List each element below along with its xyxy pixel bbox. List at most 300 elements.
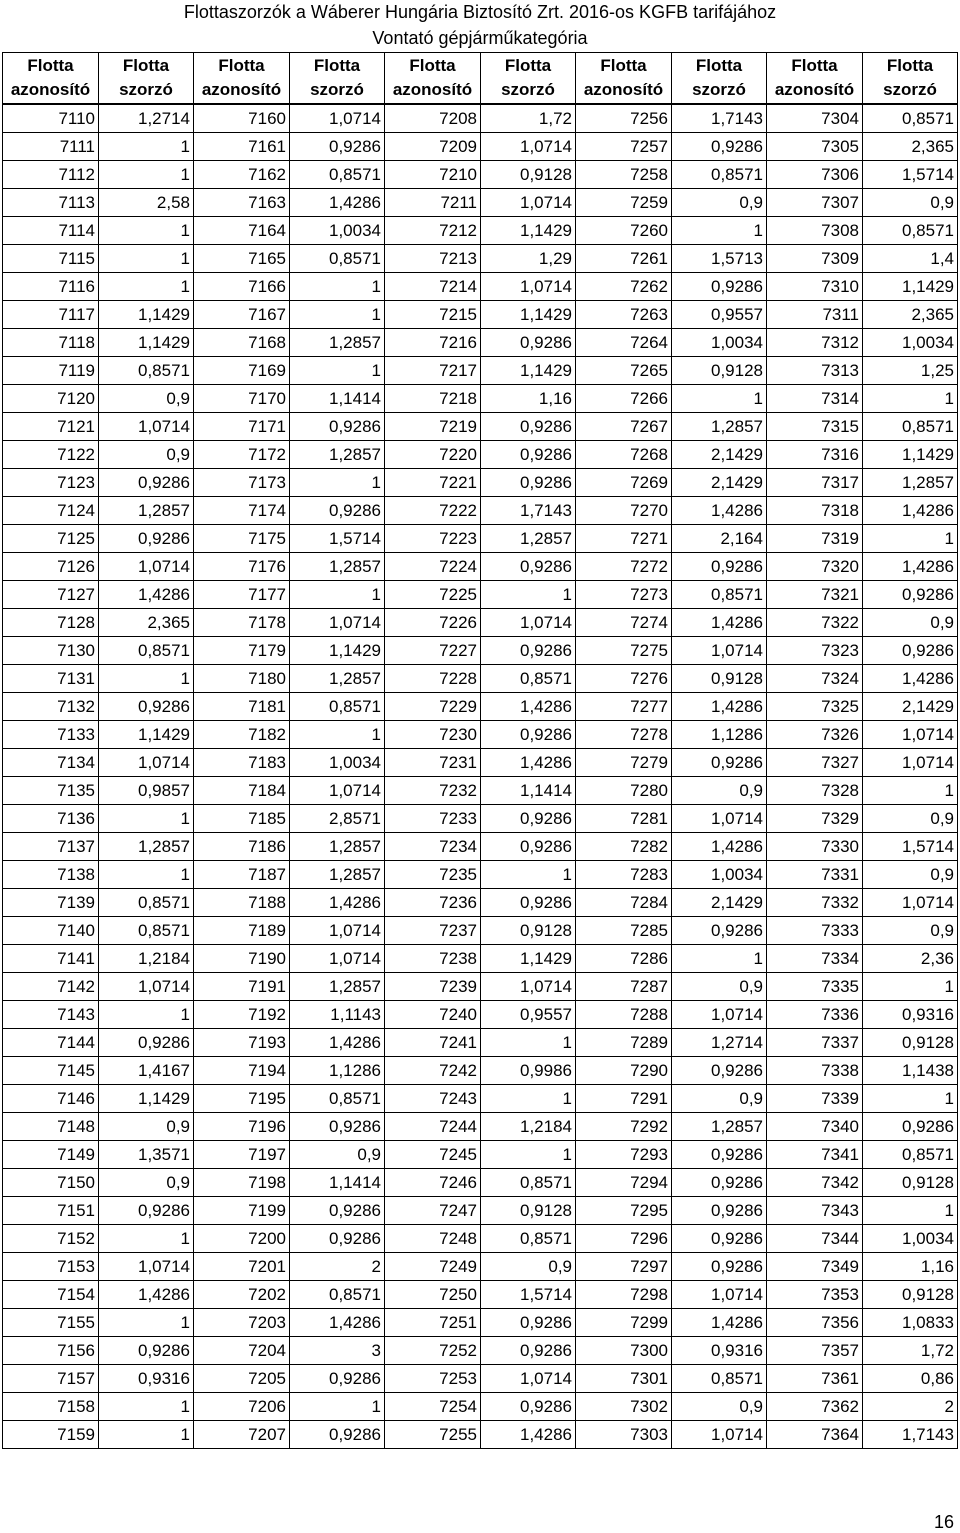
fleet-multiplier-cell: 0,9286 bbox=[672, 917, 767, 945]
fleet-id-cell: 7241 bbox=[385, 1029, 481, 1057]
fleet-id-cell: 7195 bbox=[194, 1085, 290, 1113]
fleet-multiplier-cell: 1,4286 bbox=[863, 553, 958, 581]
fleet-multiplier-cell: 0,9286 bbox=[863, 581, 958, 609]
table-row bbox=[3, 1197, 958, 1225]
fleet-id-cell: 7186 bbox=[194, 833, 290, 861]
fleet-multiplier-cell: 0,9 bbox=[481, 1253, 576, 1281]
fleet-multiplier-cell: 1,0714 bbox=[99, 553, 194, 581]
fleet-multiplier-cell: 1,1286 bbox=[290, 1057, 385, 1085]
table-row bbox=[3, 1421, 958, 1449]
fleet-id-cell: 7306 bbox=[767, 161, 863, 189]
table-row bbox=[3, 497, 958, 525]
fleet-multiplier-cell: 0,8571 bbox=[672, 1365, 767, 1393]
fleet-multiplier-cell: 1,4286 bbox=[672, 609, 767, 637]
fleet-id-cell: 7260 bbox=[576, 217, 672, 245]
fleet-multiplier-cell: 1,4286 bbox=[863, 665, 958, 693]
fleet-multiplier-cell: 1 bbox=[99, 805, 194, 833]
fleet-multiplier-cell: 0,9286 bbox=[672, 1169, 767, 1197]
fleet-multiplier-cell: 1,0714 bbox=[672, 1281, 767, 1309]
fleet-multiplier-cell: 1 bbox=[99, 273, 194, 301]
fleet-id-cell: 7219 bbox=[385, 413, 481, 441]
header-label-line1: Flotta bbox=[886, 56, 934, 75]
fleet-id-cell: 7193 bbox=[194, 1029, 290, 1057]
fleet-id-cell: 7289 bbox=[576, 1029, 672, 1057]
table-row bbox=[3, 609, 958, 637]
fleet-id-cell: 7168 bbox=[194, 329, 290, 357]
fleet-id-cell: 7298 bbox=[576, 1281, 672, 1309]
fleet-id-cell: 7142 bbox=[3, 973, 99, 1001]
fleet-id-cell: 7243 bbox=[385, 1085, 481, 1113]
fleet-id-cell: 7181 bbox=[194, 693, 290, 721]
fleet-id-cell: 7203 bbox=[194, 1309, 290, 1337]
fleet-id-cell: 7283 bbox=[576, 861, 672, 889]
fleet-id-cell: 7272 bbox=[576, 553, 672, 581]
table-row bbox=[3, 1029, 958, 1057]
table-row bbox=[3, 553, 958, 581]
fleet-multiplier-cell: 2,1429 bbox=[672, 469, 767, 497]
table-row bbox=[3, 1393, 958, 1421]
fleet-id-cell: 7271 bbox=[576, 525, 672, 553]
fleet-multiplier-cell: 0,8571 bbox=[99, 889, 194, 917]
fleet-multiplier-cell: 1,0714 bbox=[481, 609, 576, 637]
fleet-id-cell: 7325 bbox=[767, 693, 863, 721]
fleet-id-cell: 7149 bbox=[3, 1141, 99, 1169]
table-row bbox=[3, 749, 958, 777]
fleet-id-cell: 7281 bbox=[576, 805, 672, 833]
fleet-multiplier-cell: 0,9 bbox=[99, 385, 194, 413]
fleet-multiplier-cell: 0,8571 bbox=[672, 161, 767, 189]
fleet-id-cell: 7278 bbox=[576, 721, 672, 749]
fleet-id-cell: 7269 bbox=[576, 469, 672, 497]
fleet-id-cell: 7302 bbox=[576, 1393, 672, 1421]
table-row bbox=[3, 945, 958, 973]
fleet-id-cell: 7323 bbox=[767, 637, 863, 665]
fleet-id-cell: 7231 bbox=[385, 749, 481, 777]
table-row bbox=[3, 357, 958, 385]
fleet-multiplier-cell: 0,8571 bbox=[481, 665, 576, 693]
fleet-multiplier-cell: 1 bbox=[672, 217, 767, 245]
fleet-multiplier-header bbox=[672, 53, 767, 105]
fleet-multiplier-cell: 1,4286 bbox=[290, 1029, 385, 1057]
fleet-id-cell: 7185 bbox=[194, 805, 290, 833]
fleet-multiplier-cell: 1 bbox=[863, 973, 958, 1001]
fleet-id-cell: 7353 bbox=[767, 1281, 863, 1309]
fleet-multiplier-header bbox=[863, 53, 958, 105]
fleet-multiplier-cell: 1 bbox=[672, 385, 767, 413]
fleet-multiplier-cell: 1 bbox=[99, 1225, 194, 1253]
fleet-multiplier-cell: 2,365 bbox=[863, 301, 958, 329]
fleet-multiplier-cell: 1,4286 bbox=[481, 1421, 576, 1449]
fleet-multiplier-cell: 0,9128 bbox=[672, 357, 767, 385]
fleet-id-cell: 7313 bbox=[767, 357, 863, 385]
fleet-multiplier-cell: 1,2184 bbox=[481, 1113, 576, 1141]
fleet-id-cell: 7273 bbox=[576, 581, 672, 609]
fleet-id-cell: 7138 bbox=[3, 861, 99, 889]
fleet-id-cell: 7308 bbox=[767, 217, 863, 245]
fleet-id-cell: 7119 bbox=[3, 357, 99, 385]
fleet-id-cell: 7261 bbox=[576, 245, 672, 273]
fleet-id-cell: 7137 bbox=[3, 833, 99, 861]
fleet-multiplier-cell: 1,4286 bbox=[290, 189, 385, 217]
fleet-multiplier-cell: 1,0714 bbox=[99, 1253, 194, 1281]
table-row bbox=[3, 1253, 958, 1281]
fleet-id-cell: 7342 bbox=[767, 1169, 863, 1197]
fleet-multiplier-cell: 1,0714 bbox=[672, 637, 767, 665]
table-row bbox=[3, 777, 958, 805]
fleet-id-cell: 7207 bbox=[194, 1421, 290, 1449]
fleet-multiplier-cell: 0,9 bbox=[863, 609, 958, 637]
fleet-id-cell: 7259 bbox=[576, 189, 672, 217]
fleet-multiplier-cell: 0,8571 bbox=[863, 1141, 958, 1169]
fleet-id-cell: 7226 bbox=[385, 609, 481, 637]
table-row bbox=[3, 1057, 958, 1085]
fleet-id-cell: 7320 bbox=[767, 553, 863, 581]
fleet-multiplier-cell: 1,4167 bbox=[99, 1057, 194, 1085]
fleet-multiplier-cell: 1,1429 bbox=[481, 357, 576, 385]
fleet-multiplier-cell: 1,5714 bbox=[863, 833, 958, 861]
fleet-multiplier-cell: 1,2857 bbox=[863, 469, 958, 497]
fleet-id-cell: 7196 bbox=[194, 1113, 290, 1141]
fleet-multiplier-cell: 1,0034 bbox=[290, 217, 385, 245]
table-row bbox=[3, 413, 958, 441]
fleet-id-cell: 7209 bbox=[385, 133, 481, 161]
fleet-multiplier-cell: 0,9286 bbox=[481, 413, 576, 441]
fleet-multiplier-cell: 0,8571 bbox=[290, 161, 385, 189]
fleet-multiplier-cell: 1 bbox=[99, 161, 194, 189]
fleet-multiplier-cell: 0,9286 bbox=[672, 133, 767, 161]
fleet-multiplier-cell: 0,9286 bbox=[481, 329, 576, 357]
fleet-multiplier-cell: 0,9286 bbox=[290, 1225, 385, 1253]
fleet-multiplier-cell: 0,9286 bbox=[481, 553, 576, 581]
header-label-line2: szorzó bbox=[692, 80, 746, 99]
fleet-id-cell: 7131 bbox=[3, 665, 99, 693]
fleet-multiplier-cell: 1 bbox=[290, 1393, 385, 1421]
fleet-id-cell: 7315 bbox=[767, 413, 863, 441]
fleet-multiplier-cell: 1,5713 bbox=[672, 245, 767, 273]
fleet-id-cell: 7218 bbox=[385, 385, 481, 413]
fleet-multiplier-cell: 0,8571 bbox=[290, 245, 385, 273]
fleet-multiplier-cell: 0,9286 bbox=[672, 273, 767, 301]
header-label-line1: Flotta bbox=[791, 56, 838, 75]
fleet-multiplier-cell: 0,8571 bbox=[290, 1281, 385, 1309]
fleet-multiplier-cell: 1,0714 bbox=[290, 104, 385, 133]
fleet-multiplier-cell: 1,4286 bbox=[672, 833, 767, 861]
fleet-id-cell: 7245 bbox=[385, 1141, 481, 1169]
fleet-id-cell: 7228 bbox=[385, 665, 481, 693]
fleet-multiplier-cell: 0,9316 bbox=[672, 1337, 767, 1365]
table-row bbox=[3, 1113, 958, 1141]
table-row bbox=[3, 301, 958, 329]
fleet-id-cell: 7153 bbox=[3, 1253, 99, 1281]
fleet-multiplier-cell: 0,9286 bbox=[290, 1197, 385, 1225]
fleet-id-cell: 7213 bbox=[385, 245, 481, 273]
fleet-id-cell: 7221 bbox=[385, 469, 481, 497]
fleet-id-cell: 7169 bbox=[194, 357, 290, 385]
fleet-id-cell: 7150 bbox=[3, 1169, 99, 1197]
fleet-multiplier-cell: 0,8571 bbox=[672, 581, 767, 609]
fleet-multiplier-cell: 1,2857 bbox=[290, 441, 385, 469]
fleet-multiplier-cell: 1,4286 bbox=[99, 581, 194, 609]
fleet-id-cell: 7287 bbox=[576, 973, 672, 1001]
fleet-multiplier-cell: 0,9286 bbox=[99, 525, 194, 553]
fleet-id-cell: 7159 bbox=[3, 1421, 99, 1449]
fleet-multiplier-cell: 2 bbox=[863, 1393, 958, 1421]
fleet-id-cell: 7268 bbox=[576, 441, 672, 469]
fleet-multiplier-cell: 0,9 bbox=[672, 973, 767, 1001]
fleet-id-cell: 7335 bbox=[767, 973, 863, 1001]
fleet-multiplier-cell: 0,9857 bbox=[99, 777, 194, 805]
fleet-multiplier-cell: 1,2857 bbox=[99, 833, 194, 861]
header-label-line2: azonosító bbox=[774, 80, 855, 99]
fleet-id-cell: 7270 bbox=[576, 497, 672, 525]
fleet-multiplier-cell: 1,1143 bbox=[290, 1001, 385, 1029]
table-row bbox=[3, 861, 958, 889]
fleet-multiplier-cell: 0,9286 bbox=[481, 805, 576, 833]
fleet-id-cell: 7294 bbox=[576, 1169, 672, 1197]
fleet-multiplier-cell: 0,9 bbox=[863, 917, 958, 945]
fleet-multiplier-cell: 1,0714 bbox=[99, 973, 194, 1001]
fleet-id-cell: 7307 bbox=[767, 189, 863, 217]
fleet-id-cell: 7157 bbox=[3, 1365, 99, 1393]
table-header-row bbox=[3, 53, 958, 105]
fleet-id-cell: 7146 bbox=[3, 1085, 99, 1113]
fleet-id-cell: 7247 bbox=[385, 1197, 481, 1225]
fleet-id-cell: 7132 bbox=[3, 693, 99, 721]
table-row bbox=[3, 245, 958, 273]
fleet-id-cell: 7318 bbox=[767, 497, 863, 525]
fleet-multiplier-cell: 1,16 bbox=[481, 385, 576, 413]
fleet-id-cell: 7208 bbox=[385, 104, 481, 133]
fleet-id-cell: 7128 bbox=[3, 609, 99, 637]
fleet-id-cell: 7205 bbox=[194, 1365, 290, 1393]
fleet-id-cell: 7319 bbox=[767, 525, 863, 553]
fleet-id-cell: 7214 bbox=[385, 273, 481, 301]
fleet-id-cell: 7165 bbox=[194, 245, 290, 273]
fleet-id-cell: 7155 bbox=[3, 1309, 99, 1337]
fleet-id-cell: 7166 bbox=[194, 273, 290, 301]
fleet-multiplier-cell: 0,9128 bbox=[481, 161, 576, 189]
fleet-id-header bbox=[576, 53, 672, 105]
fleet-id-cell: 7333 bbox=[767, 917, 863, 945]
fleet-multiplier-cell: 0,9986 bbox=[481, 1057, 576, 1085]
fleet-multiplier-cell: 0,9286 bbox=[99, 1197, 194, 1225]
fleet-multiplier-cell: 1 bbox=[290, 273, 385, 301]
header-label-line1: Flotta bbox=[409, 56, 456, 75]
fleet-id-cell: 7123 bbox=[3, 469, 99, 497]
fleet-id-cell: 7317 bbox=[767, 469, 863, 497]
fleet-id-cell: 7164 bbox=[194, 217, 290, 245]
fleet-id-cell: 7199 bbox=[194, 1197, 290, 1225]
fleet-id-cell: 7115 bbox=[3, 245, 99, 273]
fleet-id-cell: 7197 bbox=[194, 1141, 290, 1169]
fleet-multiplier-cell: 2,1429 bbox=[863, 693, 958, 721]
fleet-multiplier-cell: 1,72 bbox=[481, 104, 576, 133]
fleet-multiplier-cell: 2 bbox=[290, 1253, 385, 1281]
fleet-multiplier-cell: 0,8571 bbox=[863, 104, 958, 133]
fleet-multiplier-cell: 2,1429 bbox=[672, 441, 767, 469]
fleet-multiplier-cell: 1,5714 bbox=[863, 161, 958, 189]
fleet-id-cell: 7293 bbox=[576, 1141, 672, 1169]
fleet-id-cell: 7356 bbox=[767, 1309, 863, 1337]
header-label-line2: szorzó bbox=[310, 80, 364, 99]
header-label-line1: Flotta bbox=[313, 56, 361, 75]
fleet-multiplier-cell: 1,4286 bbox=[481, 693, 576, 721]
fleet-id-cell: 7133 bbox=[3, 721, 99, 749]
fleet-multiplier-cell: 1 bbox=[290, 581, 385, 609]
fleet-multiplier-cell: 1 bbox=[863, 1197, 958, 1225]
fleet-id-cell: 7340 bbox=[767, 1113, 863, 1141]
fleet-multiplier-cell: 0,86 bbox=[863, 1365, 958, 1393]
fleet-multiplier-cell: 1,0714 bbox=[290, 609, 385, 637]
fleet-multiplier-cell: 1,5714 bbox=[481, 1281, 576, 1309]
fleet-id-cell: 7175 bbox=[194, 525, 290, 553]
header-label-line1: Flotta bbox=[122, 56, 170, 75]
fleet-multiplier-cell: 0,9286 bbox=[481, 1309, 576, 1337]
fleet-multiplier-cell: 1,1429 bbox=[863, 441, 958, 469]
table-row bbox=[3, 133, 958, 161]
table-row bbox=[3, 329, 958, 357]
fleet-id-cell: 7110 bbox=[3, 104, 99, 133]
fleet-id-cell: 7324 bbox=[767, 665, 863, 693]
fleet-multiplier-cell: 1,0714 bbox=[672, 1421, 767, 1449]
fleet-multiplier-cell: 1 bbox=[99, 133, 194, 161]
fleet-id-cell: 7113 bbox=[3, 189, 99, 217]
fleet-multiplier-cell: 0,9286 bbox=[481, 469, 576, 497]
fleet-id-cell: 7173 bbox=[194, 469, 290, 497]
table-row bbox=[3, 1309, 958, 1337]
table-body bbox=[3, 104, 958, 1449]
fleet-id-cell: 7152 bbox=[3, 1225, 99, 1253]
fleet-multiplier-cell: 0,9128 bbox=[863, 1029, 958, 1057]
fleet-multiplier-cell: 0,9286 bbox=[481, 889, 576, 917]
fleet-multiplier-cell: 1,1438 bbox=[863, 1057, 958, 1085]
fleet-id-cell: 7227 bbox=[385, 637, 481, 665]
fleet-id-cell: 7194 bbox=[194, 1057, 290, 1085]
fleet-id-cell: 7237 bbox=[385, 917, 481, 945]
fleet-multiplier-cell: 0,9128 bbox=[863, 1169, 958, 1197]
fleet-multiplier-cell: 1 bbox=[290, 469, 385, 497]
fleet-id-cell: 7309 bbox=[767, 245, 863, 273]
fleet-id-cell: 7248 bbox=[385, 1225, 481, 1253]
fleet-id-cell: 7178 bbox=[194, 609, 290, 637]
fleet-multiplier-cell: 1 bbox=[863, 525, 958, 553]
fleet-id-cell: 7190 bbox=[194, 945, 290, 973]
fleet-id-cell: 7187 bbox=[194, 861, 290, 889]
fleet-id-cell: 7322 bbox=[767, 609, 863, 637]
fleet-id-cell: 7341 bbox=[767, 1141, 863, 1169]
fleet-id-cell: 7201 bbox=[194, 1253, 290, 1281]
fleet-id-cell: 7266 bbox=[576, 385, 672, 413]
fleet-id-cell: 7112 bbox=[3, 161, 99, 189]
fleet-id-cell: 7344 bbox=[767, 1225, 863, 1253]
fleet-multiplier-cell: 0,8571 bbox=[99, 637, 194, 665]
fleet-multiplier-cell: 1,0714 bbox=[863, 721, 958, 749]
fleet-id-cell: 7275 bbox=[576, 637, 672, 665]
document-title: Flottaszorzók a Wáberer Hungária Biztosító Zrt. 2016-os KGFB tarifájához bbox=[183, 2, 777, 22]
fleet-id-cell: 7222 bbox=[385, 497, 481, 525]
fleet-id-cell: 7305 bbox=[767, 133, 863, 161]
fleet-id-cell: 7242 bbox=[385, 1057, 481, 1085]
fleet-multiplier-cell: 1,2857 bbox=[99, 497, 194, 525]
fleet-multiplier-cell: 1 bbox=[290, 721, 385, 749]
header-label-line2: szorzó bbox=[501, 80, 555, 99]
fleet-multiplier-cell: 2,164 bbox=[672, 525, 767, 553]
fleet-id-cell: 7136 bbox=[3, 805, 99, 833]
fleet-multiplier-cell: 1,1429 bbox=[863, 273, 958, 301]
fleet-multiplier-cell: 3 bbox=[290, 1337, 385, 1365]
fleet-id-cell: 7338 bbox=[767, 1057, 863, 1085]
fleet-id-cell: 7210 bbox=[385, 161, 481, 189]
fleet-id-cell: 7127 bbox=[3, 581, 99, 609]
fleet-id-cell: 7329 bbox=[767, 805, 863, 833]
fleet-id-cell: 7217 bbox=[385, 357, 481, 385]
fleet-id-cell: 7122 bbox=[3, 441, 99, 469]
fleet-id-cell: 7332 bbox=[767, 889, 863, 917]
fleet-id-cell: 7330 bbox=[767, 833, 863, 861]
fleet-multiplier-cell: 0,9 bbox=[863, 861, 958, 889]
fleet-multiplier-cell: 0,9 bbox=[672, 1393, 767, 1421]
header-label-line2: azonosító bbox=[10, 80, 91, 99]
fleet-multiplier-cell: 1,0714 bbox=[481, 1365, 576, 1393]
fleet-multiplier-cell: 1,1429 bbox=[481, 217, 576, 245]
fleet-id-cell: 7233 bbox=[385, 805, 481, 833]
fleet-multiplier-table bbox=[2, 52, 958, 1449]
fleet-multiplier-cell: 1 bbox=[99, 245, 194, 273]
fleet-multiplier-cell: 1 bbox=[863, 1085, 958, 1113]
fleet-multiplier-cell: 1 bbox=[481, 1141, 576, 1169]
fleet-multiplier-cell: 0,9286 bbox=[290, 1113, 385, 1141]
fleet-multiplier-cell: 1,2857 bbox=[290, 833, 385, 861]
table-row bbox=[3, 217, 958, 245]
fleet-id-cell: 7257 bbox=[576, 133, 672, 161]
fleet-multiplier-cell: 1,0714 bbox=[99, 749, 194, 777]
fleet-multiplier-cell: 1,0714 bbox=[481, 189, 576, 217]
fleet-id-cell: 7235 bbox=[385, 861, 481, 889]
header-label-line2: azonosító bbox=[583, 80, 664, 99]
fleet-multiplier-cell: 2,365 bbox=[99, 609, 194, 637]
fleet-id-cell: 7265 bbox=[576, 357, 672, 385]
fleet-multiplier-cell: 0,9 bbox=[99, 1169, 194, 1197]
header-label-line1: Flotta bbox=[695, 56, 743, 75]
fleet-multiplier-cell: 1,4286 bbox=[672, 1309, 767, 1337]
fleet-multiplier-cell: 1 bbox=[290, 357, 385, 385]
fleet-id-cell: 7362 bbox=[767, 1393, 863, 1421]
fleet-id-cell: 7291 bbox=[576, 1085, 672, 1113]
fleet-multiplier-cell: 0,9286 bbox=[672, 1197, 767, 1225]
fleet-multiplier-cell: 1 bbox=[99, 1309, 194, 1337]
fleet-id-cell: 7140 bbox=[3, 917, 99, 945]
fleet-id-cell: 7118 bbox=[3, 329, 99, 357]
fleet-id-cell: 7339 bbox=[767, 1085, 863, 1113]
fleet-multiplier-cell: 0,9 bbox=[672, 189, 767, 217]
table-row bbox=[3, 637, 958, 665]
fleet-multiplier-cell: 1,0714 bbox=[290, 777, 385, 805]
fleet-id-cell: 7184 bbox=[194, 777, 290, 805]
fleet-id-cell: 7179 bbox=[194, 637, 290, 665]
fleet-multiplier-cell: 0,9557 bbox=[672, 301, 767, 329]
fleet-id-cell: 7276 bbox=[576, 665, 672, 693]
fleet-id-header bbox=[194, 53, 290, 105]
fleet-multiplier-cell: 0,8571 bbox=[481, 1169, 576, 1197]
fleet-id-cell: 7263 bbox=[576, 301, 672, 329]
fleet-multiplier-cell: 1,1414 bbox=[481, 777, 576, 805]
fleet-multiplier-cell: 1,0714 bbox=[863, 749, 958, 777]
fleet-multiplier-cell: 1,2857 bbox=[290, 665, 385, 693]
fleet-multiplier-cell: 0,8571 bbox=[99, 917, 194, 945]
fleet-id-cell: 7236 bbox=[385, 889, 481, 917]
fleet-multiplier-cell: 1,0714 bbox=[481, 133, 576, 161]
fleet-id-cell: 7171 bbox=[194, 413, 290, 441]
